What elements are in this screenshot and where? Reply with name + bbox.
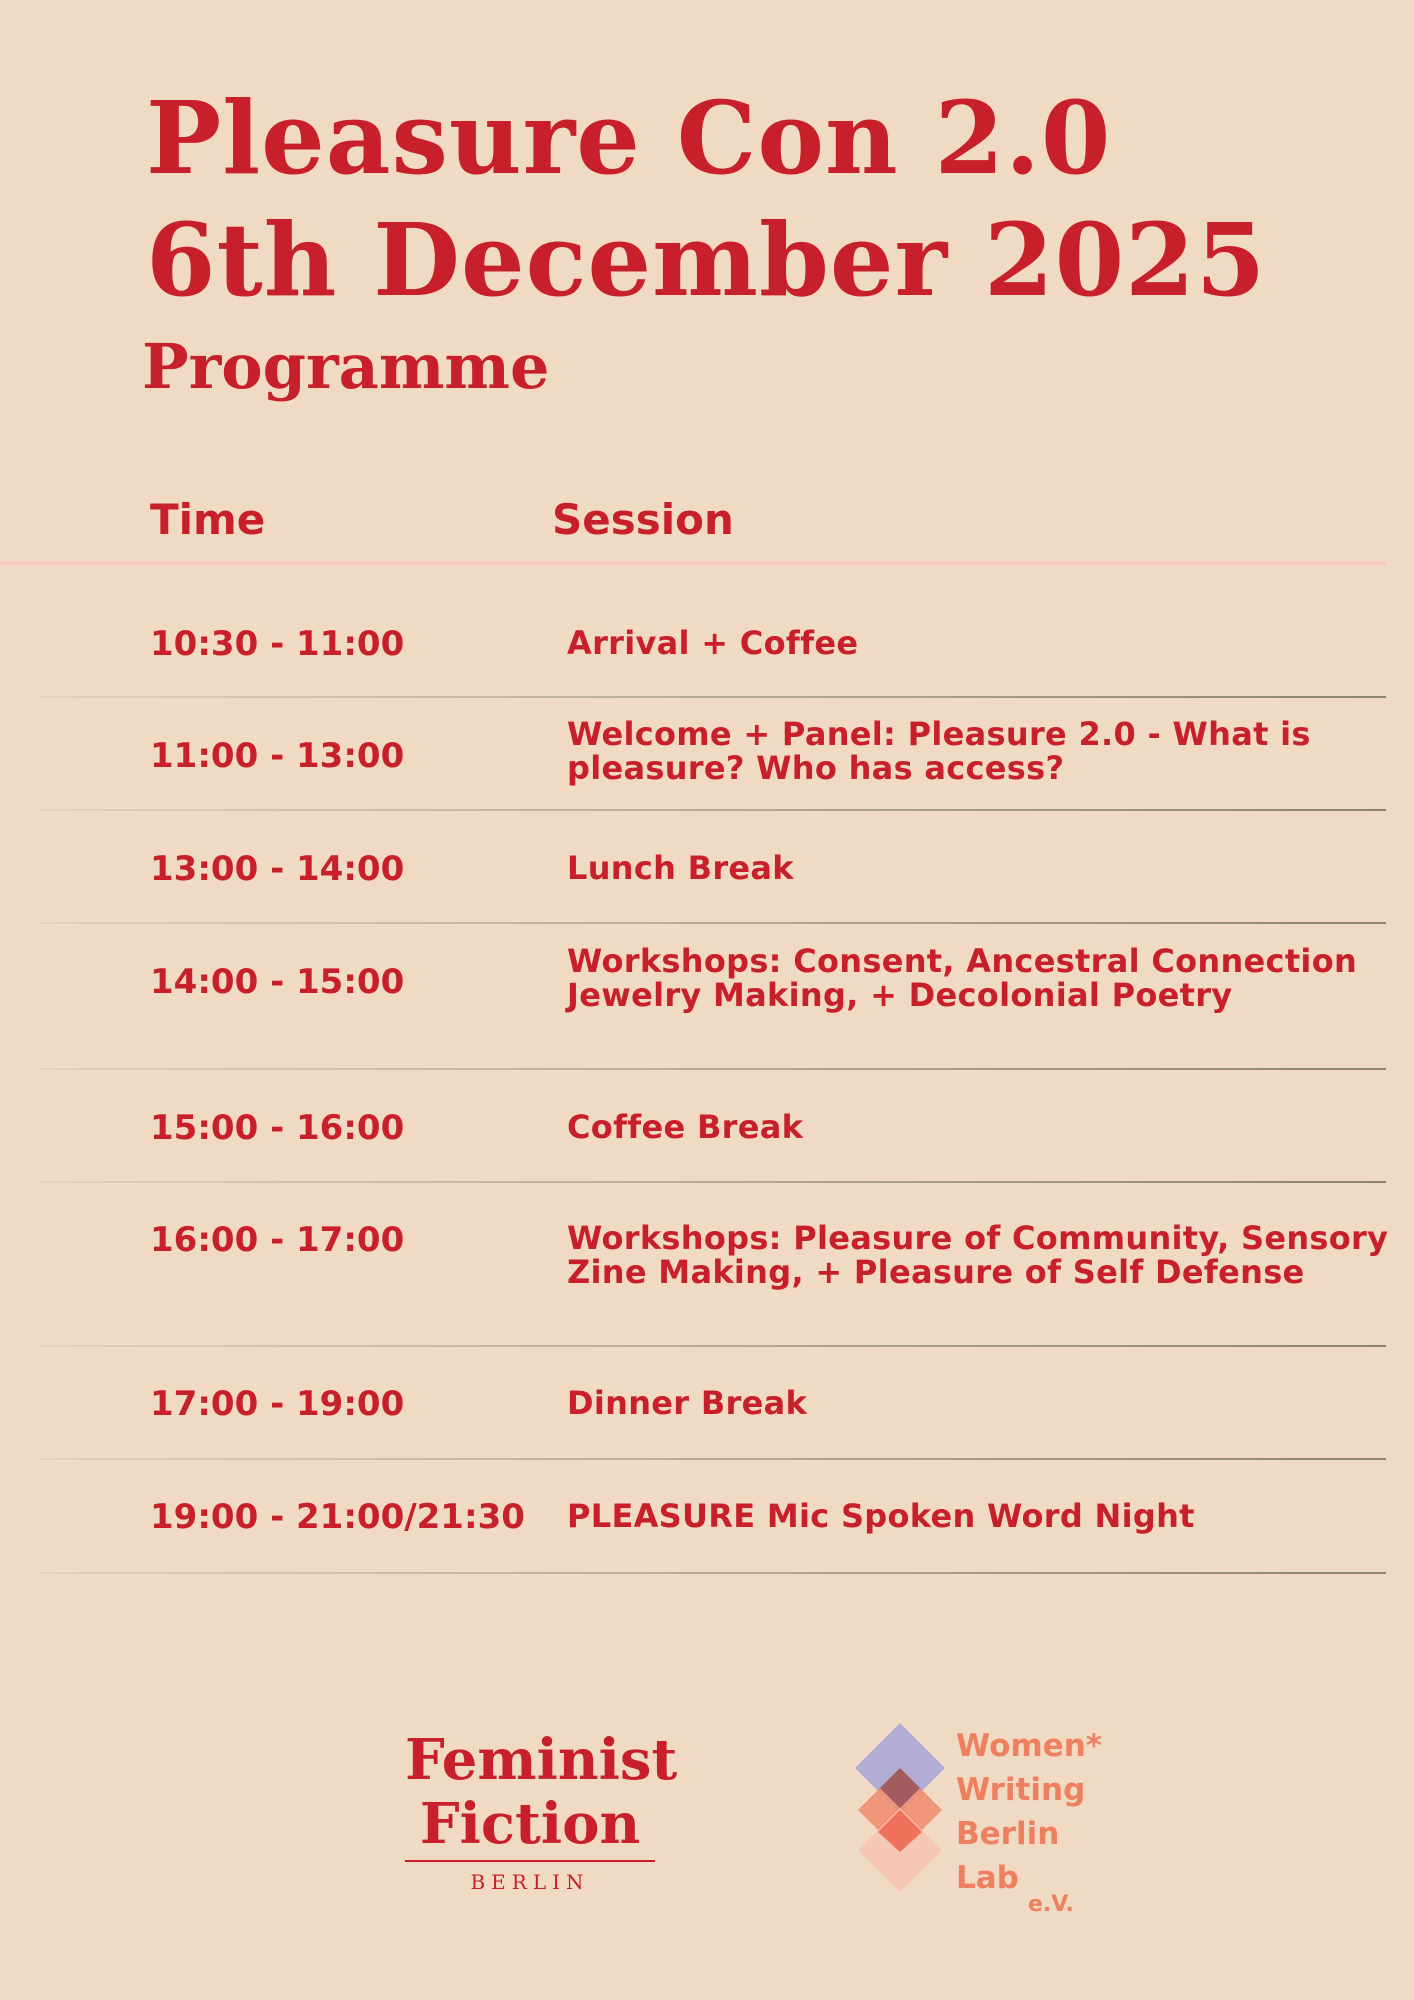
row-session: Arrival + Coffee [567,624,859,662]
wwbl-line: Berlin [956,1816,1060,1852]
wwbl-line: Writing [956,1772,1086,1808]
logo-text-berlin: BERLIN [470,1870,590,1894]
table-row [0,924,1386,1070]
row-time: 16:00 - 17:00 [150,1220,405,1260]
feminist-fiction-berlin-logo [405,1727,678,1894]
header-divider [0,561,1386,565]
row-time: 13:00 - 14:00 [150,849,405,889]
table-row [0,1460,1386,1574]
logo-text-feminist: Feminist [405,1727,678,1793]
row-divider [40,1572,1386,1574]
table-row [0,1347,1386,1460]
row-time: 17:00 - 19:00 [150,1384,405,1424]
page-subtitle: Programme [142,330,550,403]
logo-text-fiction: Fiction [419,1791,641,1857]
table-row [0,1183,1389,1347]
row-session: Coffee Break [567,1108,804,1146]
row-session: Workshops: Consent, Ancestral Connection Jewelry Making, + Decolonial Poetry [567,942,1358,1014]
row-session: Dinner Break [567,1384,808,1422]
table-row [0,580,1386,698]
table-row [0,1070,1386,1183]
row-session: Workshops: Pleasure of Community, Sensory Zine Making, + Pleasure of Self Defense [567,1219,1389,1291]
page-title: Pleasure Con 2.0 [146,79,1112,197]
row-session: Lunch Break [567,849,794,887]
logo-rule [405,1860,655,1862]
row-time: 19:00 - 21:00/21:30 [150,1497,525,1537]
wwbl-line: Lab [956,1860,1019,1896]
table-row [0,698,1386,811]
row-time: 14:00 - 15:00 [150,962,405,1002]
wwbl-line: Women* [956,1728,1102,1764]
wwbl-logo-text [956,1724,1102,1900]
row-time: 15:00 - 16:00 [150,1108,405,1148]
row-time: 10:30 - 11:00 [150,624,405,664]
row-time: 11:00 - 13:00 [150,736,405,776]
column-header-time: Time [150,495,266,544]
row-session: Welcome + Panel: Pleasure 2.0 - What is pleasure? Who has access? [567,715,1311,787]
wwbl-diamond-icon [850,1718,950,1898]
column-header-session: Session [552,495,734,544]
wwbl-suffix: e.V. [1028,1892,1074,1917]
row-session: PLEASURE Mic Spoken Word Night [567,1497,1195,1535]
event-date: 6th December 2025 [146,201,1267,319]
table-row [0,811,1386,924]
